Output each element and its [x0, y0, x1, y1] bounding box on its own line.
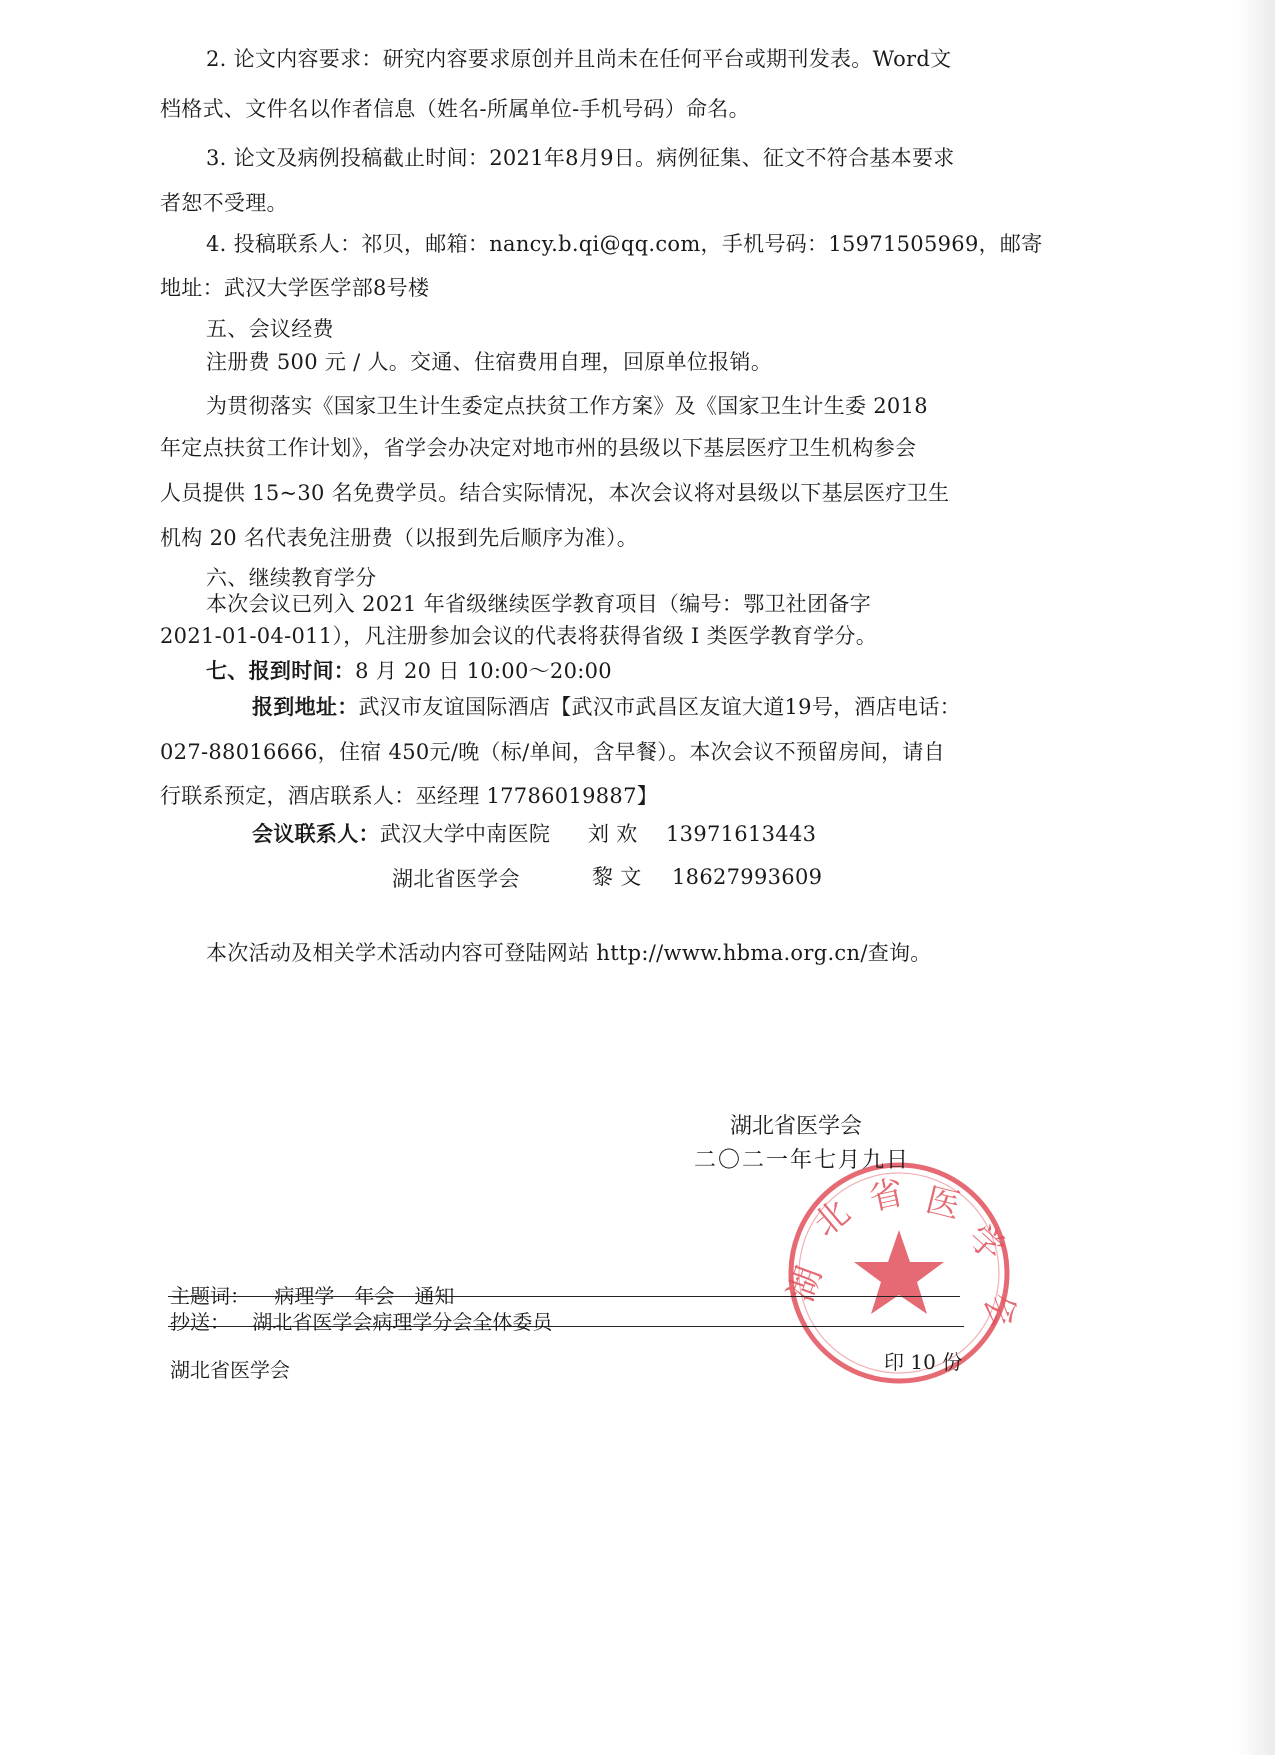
paragraph-line: 档格式、文件名以作者信息（姓名-所属单位-手机号码）命名。	[160, 97, 750, 121]
scan-edge-shadow	[1237, 0, 1275, 1755]
paragraph-line: 为贯彻落实《国家卫生计生委定点扶贫工作方案》及《国家卫生计生委 2018	[206, 394, 928, 418]
cc-line	[170, 1308, 552, 1336]
paragraph-line: 注册费 500 元 / 人。交通、住宿费用自理，回原单位报销。	[206, 350, 773, 374]
section-heading-credits: 六、继续教育学分	[206, 566, 377, 590]
signature-org: 湖北省医学会	[730, 1114, 863, 1139]
issuer-name: 湖北省医学会	[170, 1358, 290, 1382]
svg-text:省: 省	[865, 1172, 908, 1219]
checkin-time-line	[206, 656, 612, 686]
contact-phone: 18627993609	[672, 865, 823, 889]
svg-text:北: 北	[806, 1192, 858, 1245]
paragraph-line: 机构 20 名代表免注册费（以报到先后顺序为准）。	[160, 526, 639, 550]
cc-value: 湖北省医学会病理学分会全体委员	[252, 1310, 553, 1334]
paragraph-line: 者恕不受理。	[160, 191, 288, 215]
section-heading-fees: 五、会议经费	[206, 317, 334, 341]
website-line: 本次活动及相关学术活动内容可登陆网站 http://www.hbma.org.cn/查询。	[206, 941, 932, 965]
signature-date: 二〇二一年七月九日	[694, 1148, 911, 1173]
checkin-address-value: 武汉市友谊国际酒店【武汉市武昌区友谊大道19号，酒店电话：	[358, 695, 961, 719]
paragraph-line: 2021-01-04-011），凡注册参加会议的代表将获得省级 I 类医学教育学分。	[160, 624, 877, 648]
contact-org: 湖北省医学会	[392, 867, 520, 891]
contact-label: 会议联系人：	[252, 821, 380, 846]
svg-text:湖: 湖	[780, 1261, 831, 1308]
paragraph-line: 4. 投稿联系人：祁贝，邮箱：nancy.b.qi@qq.com，手机号码：15971505969，邮寄	[206, 232, 1043, 256]
checkin-time-value: 8 月 20 日 10:00～20:00	[355, 659, 612, 683]
cc-label: 抄送：	[170, 1310, 230, 1334]
paragraph-line: 人员提供 15~30 名免费学员。结合实际情况，本次会议将对县级以下基层医疗卫生	[160, 481, 950, 505]
paragraph-line: 2. 论文内容要求：研究内容要求原创并且尚未在任何平台或期刊发表。Word文	[206, 47, 952, 71]
paragraph-line: 本次会议已列入 2021 年省级继续医学教育项目（编号：鄂卫社团备字	[206, 592, 871, 616]
contact-phone: 13971613443	[666, 822, 817, 846]
paragraph-line: 行联系预定，酒店联系人：巫经理 17786019887】	[160, 784, 659, 808]
checkin-time-label: 七、报到时间：	[206, 658, 356, 683]
subject-terms-line	[170, 1282, 454, 1310]
svg-text:学: 学	[959, 1216, 1013, 1270]
paragraph-line: 3. 论文及病例投稿截止时间：2021年8月9日。病例征集、征文不符合基本要求	[206, 146, 955, 170]
contact-line-1	[252, 819, 550, 849]
svg-text:医: 医	[921, 1179, 965, 1227]
print-copies: 印 10 份	[884, 1350, 963, 1374]
contact-name: 刘 欢	[588, 822, 638, 846]
paragraph-line: 地址：武汉大学医学部8号楼	[160, 276, 430, 300]
subject-terms-value: 病理学 年会 通知	[274, 1284, 455, 1308]
contact-org: 武汉大学中南医院	[379, 822, 551, 846]
contact-name: 黎 文	[592, 865, 642, 889]
svg-text:会: 会	[975, 1287, 1025, 1334]
subject-terms-label: 主题词：	[170, 1284, 250, 1308]
checkin-address-line	[252, 692, 961, 722]
paragraph-line: 年定点扶贫工作计划》，省学会办决定对地市州的县级以下基层医疗卫生机构参会	[160, 436, 917, 460]
paragraph-line: 027-88016666，住宿 450元/晚（标/单间，含早餐）。本次会议不预留房间，请自	[160, 740, 945, 764]
checkin-address-label: 报到地址：	[252, 694, 359, 719]
